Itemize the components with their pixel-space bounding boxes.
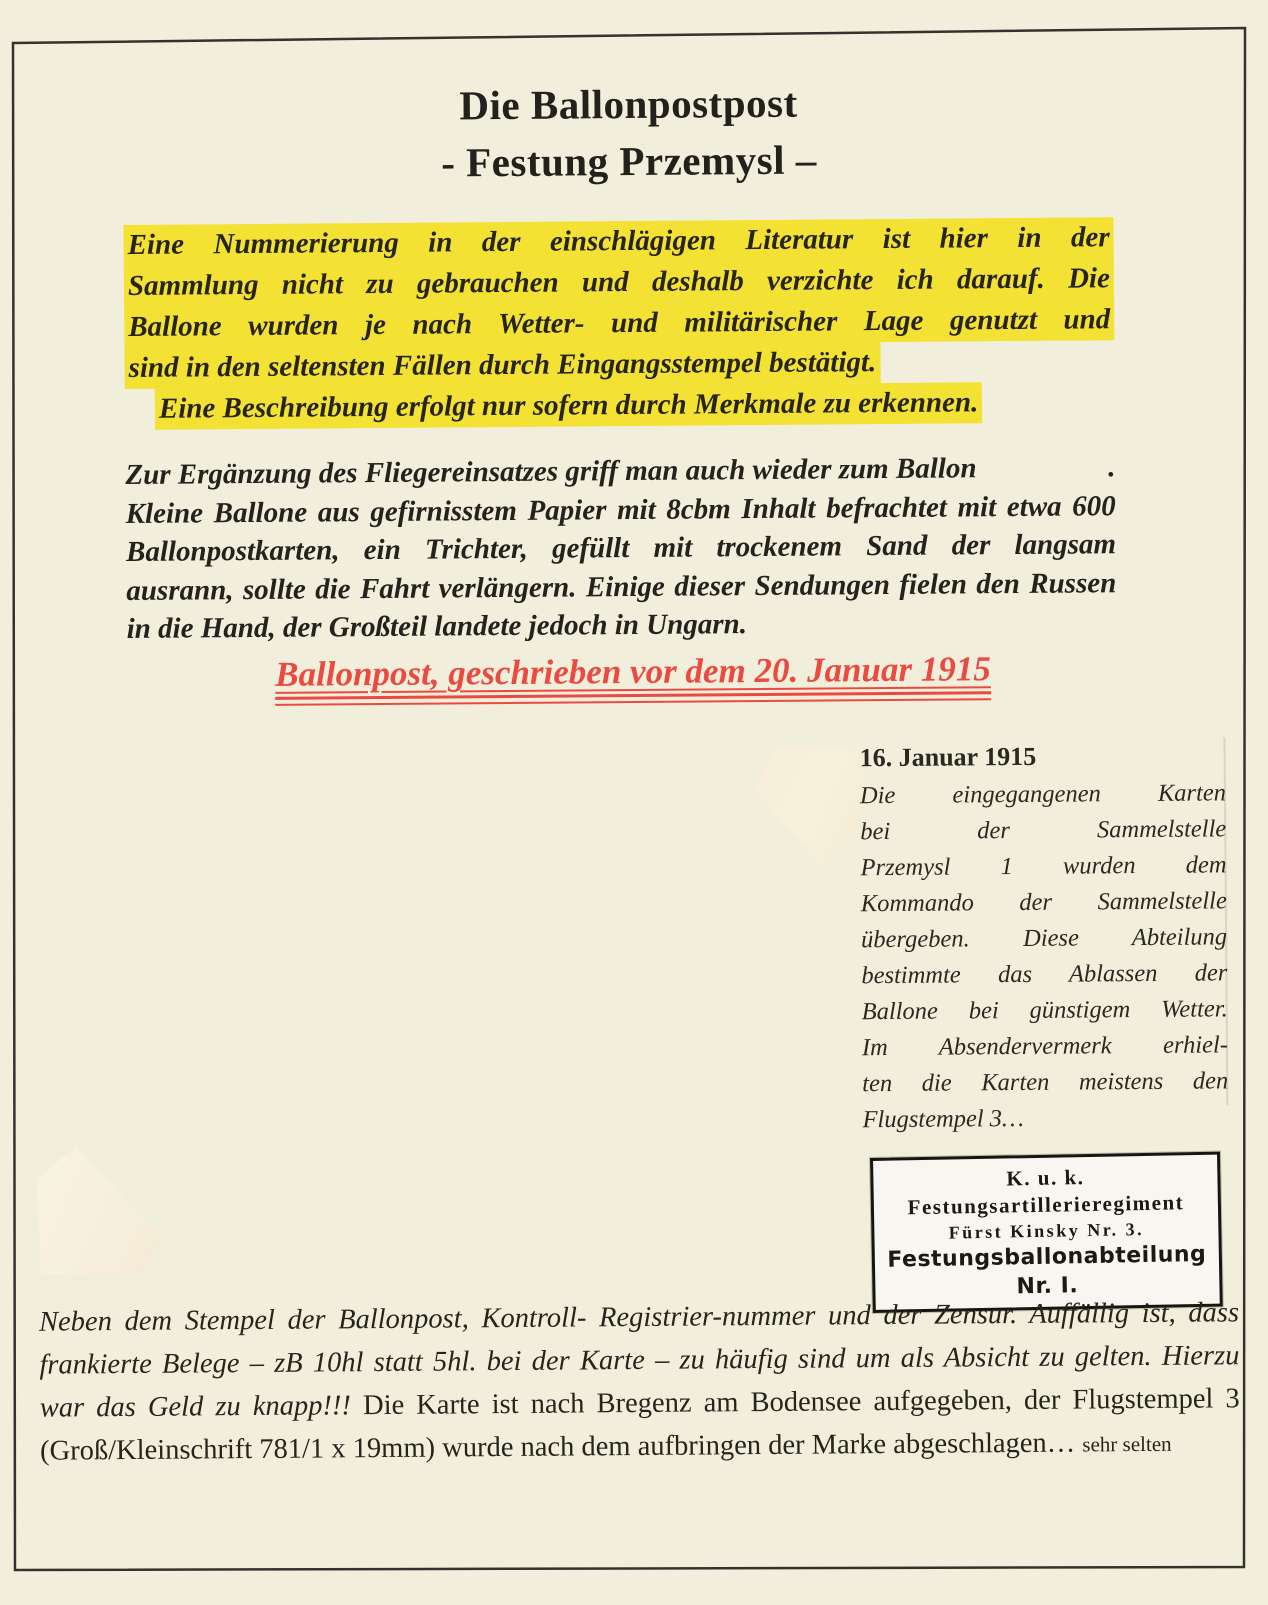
page-title-line2: - Festung Przemysl – [441,136,817,186]
highlight-line: Eine Nummerierung in der einschlägigen Literatur ist hier in der [123,217,1113,266]
note-date: 16. Januar 1915 [859,741,1037,773]
page-title [0,71,1263,195]
intro-line1-text: Zur Ergänzung des Fliegereinsatzes griff man auch wieder zum Ballon [125,452,977,491]
highlight-line: Ballone wurden je nach Wetter- und militärischer Lage genutzt und [124,299,1114,348]
section-heading [275,649,991,706]
note-line: Flugstempel 3… [862,1104,1024,1134]
stamp-line1: K. u. k. Festungsartillerieregiment [907,1165,1185,1220]
highlight-line: Sammlung nicht zu gebrauchen und deshalb verzichte ich darauf. Die [124,258,1114,307]
stamp-line3: Festungsballonabteilung Nr. I. [887,1241,1207,1300]
note-line: Im Absendervermerk erhiel- [861,1031,1229,1062]
intro-line1-tail: . [1108,451,1116,484]
note-line: bestimmte das Ablassen der [861,959,1228,990]
footer-line: Neben dem Stempel der Ballonpost, Kontroll- Registrier-nummer und der Zensur. Auffällig ist, dass [38,1297,1240,1338]
footer-line [40,1420,1240,1474]
regiment-stamp [870,1152,1223,1313]
intro-line: ausrann, sollte die Fahrt verlängern. Einige dieser Sendungen fielen den Russen [126,566,1117,607]
note-line: übergeben. Diese Abteilung [860,923,1228,954]
note-column [860,737,1229,1138]
footer-rarity-note: sehr selten [1082,1431,1172,1457]
section-heading-text: Ballonpost, geschrieben vor dem 20. Januar 1915 [275,649,991,700]
highlight-line: Eine Beschreibung erfolgt nur sofern durch Merkmale zu erkennen. [155,382,983,429]
note-line: Ballone bei günstigem Wetter. [861,995,1228,1026]
intro-line: Kleine Ballone aus gefirnisstem Papier mit 8cbm Inhalt befrachtet mit etwa 600 [125,489,1116,530]
stamp-line2: Fürst Kinsky Nr. 3. [948,1218,1145,1243]
page-title-line1: Die Ballonpostpost [459,79,798,129]
footer-line3-italic: war das Geld zu knapp!!! [39,1390,352,1424]
section-heading-wrap [0,647,1267,708]
note-line: ten die Karten meistens den [862,1067,1229,1098]
footer-line3-roman: Die Karte ist nach Bregenz am Bodensee aufgegeben, der Flugstempel 3 [362,1383,1240,1422]
intro-line: in die Hand, der Großteil landete jedoch in Ungarn. [126,608,748,645]
footer-line: frankierte Belege – zB 10hl statt 5hl. bei der Karte – zu häufig sind um als Absicht zu gelten. Hierzu [39,1340,1240,1381]
note-line: bei der Sammelstelle [860,815,1227,846]
footer-line4-roman: (Groß/Kleinschrift 781/1 x 19mm) wurde nach dem aufbringen der Marke abgeschlagen… [39,1427,1076,1467]
highlight-line: sind in den seltensten Fällen durch Eingangsstempel bestätigt. [124,342,880,389]
note-line: Die eingegangenen Karten [859,779,1227,810]
note-line: Przemysl 1 wurden dem [860,851,1227,882]
highlighted-paragraph [123,217,1115,430]
intro-paragraph [125,448,1116,648]
note-line: Kommando der Sammelstelle [860,887,1227,918]
intro-line: Ballonpostkarten, ein Trichter, gefüllt mit trockenem Sand der langsam [125,528,1117,568]
footer-paragraph [39,1291,1240,1474]
